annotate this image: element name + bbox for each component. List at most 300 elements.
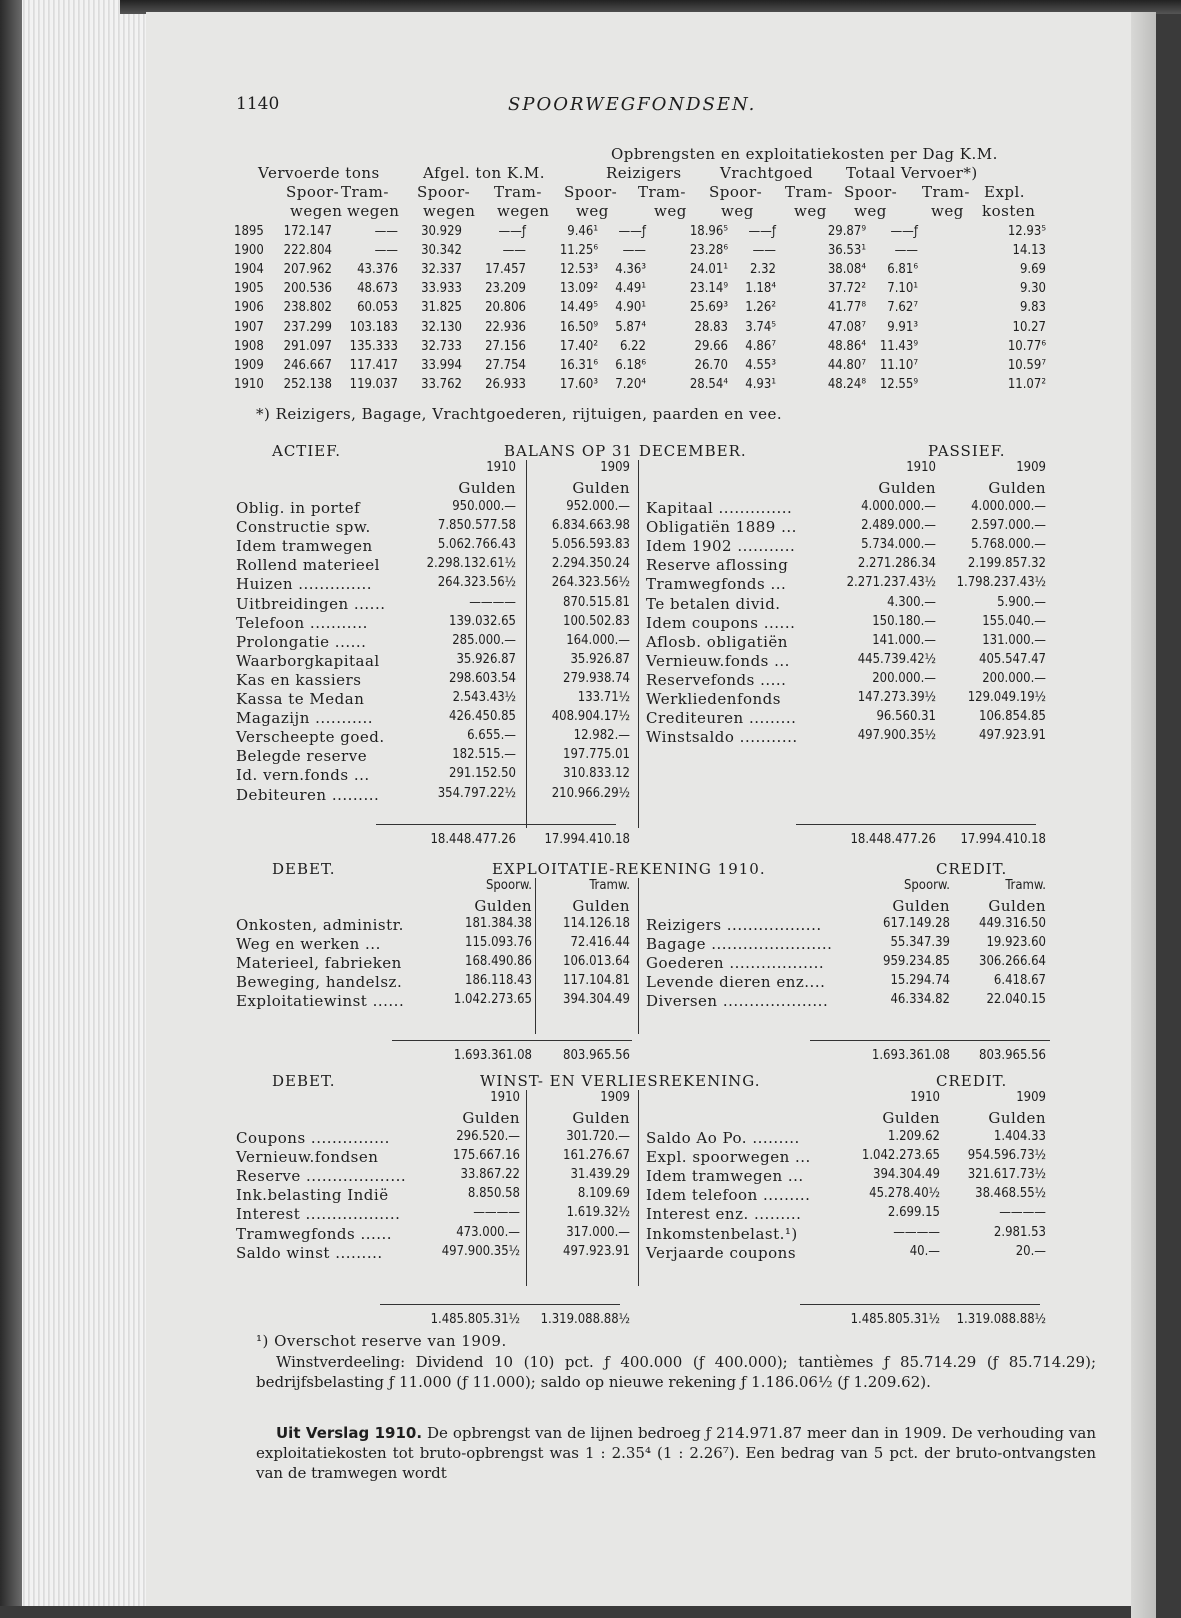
exploitatie-right-col-head: Spoorw. xyxy=(903,878,950,893)
stats-value-cell: 6.81⁶ xyxy=(887,262,918,278)
exploitatie-right-value: 15.294.74 xyxy=(890,973,950,989)
stats-row xyxy=(146,320,1156,339)
balans-left-value: 264.323.56½ xyxy=(437,575,516,591)
balans-right-value: 2.199.857.32 xyxy=(967,556,1046,572)
balans-left-value: 6.655.— xyxy=(467,728,516,744)
winst-right-value: 2.699.15 xyxy=(887,1205,940,1221)
stats-value-cell: —— xyxy=(374,243,398,259)
balans-left-value: 35.926.87 xyxy=(456,651,516,667)
stats-subhead-2-cell: kosten xyxy=(982,202,1036,220)
winst-left-head: DEBET. xyxy=(272,1072,336,1090)
stats-row xyxy=(146,339,1156,358)
balans-left-label: Huizen .............. xyxy=(236,575,373,594)
exploitatie-right-value: 22.040.15 xyxy=(986,992,1046,1008)
balans-left-label: Waarborgkapitaal xyxy=(236,651,380,670)
stats-value-cell: 32.337 xyxy=(421,262,462,278)
balans-left-value: 164.000.— xyxy=(566,632,630,648)
balans-right-value: 96.560.31 xyxy=(876,709,936,725)
balans-right-label: Crediteuren ......... xyxy=(646,709,797,728)
winst-right-total: 1.485.805.31½ xyxy=(850,1312,940,1327)
winstverdeeling-paragraph: Winstverdeeling: Dividend 10 (10) pct. ƒ 400.000 (ƒ 400.000); tantièmes ƒ 85.714.29 (ƒ 85.714.29); bedrijfsbelasting ƒ 11.000 (ƒ 11.000); saldo op nieuwe rekening ƒ 1.186.06½ (ƒ 1.209.62). xyxy=(256,1353,1096,1391)
stats-subhead-1-cell: Tram- xyxy=(785,183,833,201)
expl-left-head: DEBET. xyxy=(272,860,336,878)
stats-value-cell: 172.147 xyxy=(283,224,332,239)
winst-left-total: 1.485.805.31½ xyxy=(430,1312,520,1327)
stats-row xyxy=(146,262,1156,281)
balans-left-value: 100.502.83 xyxy=(563,613,630,629)
balans-right-head: PASSIEF. xyxy=(928,442,1006,460)
stats-value-cell: 37.72² xyxy=(827,281,866,297)
stats-value-cell: 48.24⁸ xyxy=(827,376,866,392)
stats-year-cell: 1907 xyxy=(234,319,264,335)
exploitatie-right-col-unit: Gulden xyxy=(892,897,950,915)
stats-value-cell: 4.49¹ xyxy=(615,281,646,297)
balans-right-value: 141.000.— xyxy=(872,632,936,648)
stats-subhead-2-cell: weg xyxy=(794,202,827,220)
balans-left-total: 18.448.477.26 xyxy=(430,832,516,847)
exploitatie-right-total-rule xyxy=(810,1040,1050,1041)
stats-value-cell: 4.86⁷ xyxy=(745,338,776,354)
winst-right-value: 1.209.62 xyxy=(887,1129,940,1144)
balans-left-label: Magazijn ........... xyxy=(236,709,374,728)
winst-left-label: Interest .................. xyxy=(236,1205,401,1224)
book-page-edges xyxy=(0,0,148,1606)
balans-right-label: Aflosb. obligatiën xyxy=(646,632,788,651)
exploitatie-right-label: Bagage ....................... xyxy=(646,935,833,954)
exploitatie-right-value: 617.149.28 xyxy=(883,916,950,931)
stats-value-cell: 103.183 xyxy=(349,319,398,335)
stats-subhead-1-cell: Tram- xyxy=(638,183,686,201)
stats-subhead-1-cell: Tram- xyxy=(494,183,542,201)
stats-value-cell: 2.32 xyxy=(749,262,776,278)
stats-head-reizigers: Reizigers xyxy=(606,164,682,182)
winst-left-value: 31.439.29 xyxy=(570,1167,630,1183)
stats-year-cell: 1910 xyxy=(234,376,264,392)
stats-row xyxy=(146,358,1156,377)
balans-right-col-unit: Gulden xyxy=(988,479,1046,497)
stats-subhead-1-cell: Spoor- xyxy=(844,183,898,201)
balans-right-value: 1.798.237.43½ xyxy=(956,575,1046,591)
winst-right-label: Verjaarde coupons xyxy=(646,1243,797,1262)
stats-value-cell: 23.209 xyxy=(485,281,526,297)
stats-value-cell: 117.417 xyxy=(349,357,398,373)
stats-value-cell: 12.55⁹ xyxy=(879,376,918,392)
balans-left-total: 17.994.410.18 xyxy=(544,832,630,847)
balans-left-value: 210.966.29½ xyxy=(551,785,630,801)
balans-left-value: 139.032.65 xyxy=(449,613,516,629)
stats-value-cell: 10.77⁶ xyxy=(1007,338,1046,354)
stats-value-cell: 4.90¹ xyxy=(615,300,646,316)
balans-left-col-unit: Gulden xyxy=(458,479,516,497)
exploitatie-right-total: 803.965.56 xyxy=(979,1048,1046,1063)
balans-right-label: Reservefonds ..... xyxy=(646,670,787,689)
stats-value-cell: 9.30 xyxy=(1019,281,1046,297)
stats-subhead-2-cell: weg xyxy=(654,202,687,220)
stats-value-cell: 119.037 xyxy=(349,376,398,392)
stats-head-afgel: Afgel. ton K.M. xyxy=(423,164,546,182)
stats-value-cell: 36.53¹ xyxy=(827,243,866,259)
balans-left-label: Prolongatie ...... xyxy=(236,632,367,651)
exploitatie-right-label: Diversen .................... xyxy=(646,992,829,1011)
winst-left-value: 175.667.16 xyxy=(453,1148,520,1164)
balans-right-value: 2.271.286.34 xyxy=(857,556,936,572)
winst-left-value: 301.720.— xyxy=(566,1129,630,1144)
balans-right-label: Idem 1902 ........... xyxy=(646,537,796,556)
exploitatie-left-total-rule xyxy=(392,1040,632,1041)
winst-right-value: 1.042.273.65 xyxy=(861,1148,940,1164)
winst-left-value: 161.276.67 xyxy=(563,1148,630,1164)
balans-right-value: 106.854.85 xyxy=(979,709,1046,725)
balans-left-value: 870.515.81 xyxy=(563,594,630,610)
stats-value-cell: 4.36³ xyxy=(615,262,646,278)
exploitatie-right-value: 19.923.60 xyxy=(986,935,1046,951)
balans-left-total-rule xyxy=(376,824,616,825)
stats-value-cell: 7.20⁴ xyxy=(615,376,646,392)
exploitatie-left-col-unit: Gulden xyxy=(572,897,630,915)
stats-footnote: *) Reizigers, Bagage, Vrachtgoederen, rijtuigen, paarden en vee. xyxy=(256,405,783,423)
stats-value-cell: 48.86⁴ xyxy=(827,338,866,354)
stats-value-cell: 10.59⁷ xyxy=(1007,357,1046,373)
balans-left-label: Rollend materieel xyxy=(236,556,380,575)
stats-value-cell: 27.754 xyxy=(485,357,526,373)
winst-left-value: 1.619.32½ xyxy=(566,1205,630,1221)
winst-left-col-head: 1909 xyxy=(600,1090,630,1105)
stats-value-cell: 32.130 xyxy=(421,319,462,335)
balans-right-col-head: 1910 xyxy=(906,460,936,475)
balans-left-value: 426.450.85 xyxy=(449,709,516,725)
winst-right-value: 2.981.53 xyxy=(993,1224,1046,1240)
stats-value-cell: —— xyxy=(622,243,646,259)
balans-left-label: Verscheepte goed. xyxy=(236,728,385,747)
verslag-label: Uit Verslag 1910. xyxy=(276,1424,423,1442)
stats-subhead-2-cell: weg xyxy=(721,202,754,220)
stats-value-cell: 20.806 xyxy=(485,300,526,316)
exploitatie-left-label: Beweging, handelsz. xyxy=(236,973,403,992)
stats-value-cell: 11.43⁹ xyxy=(879,338,918,354)
stats-subhead-1-cell: Tram- xyxy=(341,183,389,201)
balans-left-label: Debiteuren ......... xyxy=(236,785,380,804)
winst-right-total: 1.319.088.88½ xyxy=(956,1312,1046,1327)
stats-year-cell: 1905 xyxy=(234,281,264,297)
balans-left-col-head: 1909 xyxy=(600,460,630,475)
balans-right-value: 4.300.— xyxy=(887,594,936,610)
stats-value-cell: —— xyxy=(502,243,526,259)
balans-left-value: 12.982.— xyxy=(573,728,630,744)
exploitatie-left-value: 1.042.273.65 xyxy=(453,992,532,1008)
balans-right-col-head: 1909 xyxy=(1016,460,1046,475)
stats-subhead-2-cell: wegen xyxy=(290,202,343,220)
stats-value-cell: 291.097 xyxy=(283,338,332,354)
stats-subhead-1-cell: Expl. xyxy=(984,183,1026,201)
balans-left-label: Telefoon ........... xyxy=(236,613,368,632)
exploitatie-left-value: 181.384.38 xyxy=(465,916,532,931)
stats-value-cell: —— xyxy=(374,224,398,239)
balans-right-value: 497.900.35½ xyxy=(857,728,936,744)
exploitatie-left-label: Weg en werken ... xyxy=(236,935,381,954)
stats-value-cell: 14.13 xyxy=(1012,243,1046,259)
stats-value-cell: 5.87⁴ xyxy=(615,319,646,335)
stats-value-cell: 14.49⁵ xyxy=(559,300,598,316)
stats-head-vervoerde: Vervoerde tons xyxy=(258,164,380,182)
stats-subhead-2-cell: wegen xyxy=(497,202,550,220)
balans-right-value: 405.547.47 xyxy=(979,651,1046,667)
stats-value-cell: 207.962 xyxy=(283,262,332,278)
stats-value-cell: 41.77⁸ xyxy=(827,300,866,316)
stats-value-cell: 26.70 xyxy=(694,357,728,373)
exploitatie-right-value: 46.334.82 xyxy=(890,992,950,1008)
stats-year-cell: 1909 xyxy=(234,357,264,373)
winst-left-value: ———— xyxy=(473,1205,520,1221)
exploitatie-right-label: Reizigers .................. xyxy=(646,916,822,934)
stats-value-cell: 11.07² xyxy=(1007,376,1046,392)
stats-row xyxy=(146,224,1156,243)
stats-head-vrachtgoed: Vrachtgoed xyxy=(720,164,814,182)
stats-value-cell: 238.802 xyxy=(283,300,332,316)
exploitatie-left-value: 168.490.86 xyxy=(465,954,532,970)
balans-left-value: 2.543.43½ xyxy=(452,690,516,705)
expl-title: EXPLOITATIE-REKENING 1910. xyxy=(492,860,766,878)
exploitatie-left-label: Onkosten, administr. xyxy=(236,916,404,934)
balans-right-value: 129.049.19½ xyxy=(967,690,1046,705)
stats-value-cell: 252.138 xyxy=(283,376,332,392)
stats-value-cell: 12.93⁵ xyxy=(1007,224,1046,239)
balans-left-value: 2.298.132.61½ xyxy=(426,556,516,572)
winst-left-value: 8.850.58 xyxy=(467,1186,520,1202)
winst-right-col-head: 1910 xyxy=(910,1090,940,1105)
balans-right-value: 5.900.— xyxy=(997,594,1046,610)
stats-value-cell: 135.333 xyxy=(349,338,398,354)
balans-right-value: 200.000.— xyxy=(872,670,936,686)
exploitatie-left-value: 394.304.49 xyxy=(563,992,630,1008)
exploitatie-left-value: 117.104.81 xyxy=(563,973,630,989)
stats-value-cell: ——ƒ xyxy=(748,224,776,239)
exploitatie-right-col-head: Tramw. xyxy=(1005,878,1046,893)
stats-value-cell: 28.83 xyxy=(694,319,728,335)
winst-left-label: Coupons ............... xyxy=(236,1129,390,1147)
balans-left-value: 35.926.87 xyxy=(570,651,630,667)
balans-right-label: Idem coupons ...... xyxy=(646,613,796,632)
stats-subhead-2-cell: wegen xyxy=(423,202,476,220)
exploitatie-right-value: 306.266.64 xyxy=(979,954,1046,970)
stats-value-cell: 48.673 xyxy=(357,281,398,297)
balans-left-value: 7.850.577.58 xyxy=(437,518,516,534)
exploitatie-left-value: 106.013.64 xyxy=(563,954,630,970)
stats-value-cell: 29.66 xyxy=(694,338,728,354)
balans-right-label: Kapitaal .............. xyxy=(646,499,793,517)
winst-right-value: ———— xyxy=(999,1205,1046,1221)
winst-right-label: Expl. spoorwegen ... xyxy=(646,1148,811,1167)
balans-right-label: Obligatiën 1889 ... xyxy=(646,518,797,537)
stats-group-head-1: Opbrengsten en exploitatiekosten per Dag K.M. xyxy=(611,145,998,163)
balans-right-value: 200.000.— xyxy=(982,670,1046,686)
stats-value-cell: 31.825 xyxy=(421,300,462,316)
stats-value-cell: 26.933 xyxy=(485,376,526,392)
stats-value-cell: 47.08⁷ xyxy=(827,319,866,335)
stats-head-totaal: Totaal Vervoer*) xyxy=(846,164,978,182)
stats-row xyxy=(146,377,1156,396)
book-spine-shadow xyxy=(0,0,22,1606)
stats-subhead-1-cell: Spoor- xyxy=(286,183,340,201)
winst-footnote: ¹) Overschot reserve van 1909. xyxy=(256,1332,507,1350)
exploitatie-left-value: 115.093.76 xyxy=(465,935,532,951)
stats-value-cell: 1.26² xyxy=(745,300,776,316)
stats-subhead-1-cell: Spoor- xyxy=(417,183,471,201)
page-title: SPOORWEGFONDSEN. xyxy=(508,94,757,115)
stats-value-cell: ——ƒ xyxy=(890,224,918,239)
stats-subhead-2-cell: weg xyxy=(931,202,964,220)
balans-left-col-head: 1910 xyxy=(486,460,516,475)
winst-left-col-head: 1910 xyxy=(490,1090,520,1105)
balans-left-value: 5.056.593.83 xyxy=(551,537,630,553)
balans-left-separator xyxy=(526,460,527,828)
stats-value-cell: 16.31⁶ xyxy=(559,357,598,373)
balans-right-col-unit: Gulden xyxy=(878,479,936,497)
balans-left-label: Belegde reserve xyxy=(236,747,368,766)
winst-left-value: 33.867.22 xyxy=(460,1167,520,1183)
stats-value-cell: 23.28⁶ xyxy=(689,243,728,259)
stats-year-cell: 1895 xyxy=(234,224,264,239)
balans-right-value: 2.597.000.— xyxy=(971,518,1046,534)
stats-value-cell: 10.27 xyxy=(1012,319,1046,335)
balans-right-label: Winstsaldo ........... xyxy=(646,728,798,747)
stats-value-cell: 9.46¹ xyxy=(567,224,598,239)
balans-left-value: 197.775.01 xyxy=(563,747,630,763)
stats-value-cell: 4.93¹ xyxy=(745,376,776,392)
winst-left-label: Ink.belasting Indië xyxy=(236,1186,389,1205)
stats-value-cell: 246.667 xyxy=(283,357,332,373)
stats-value-cell: 13.09² xyxy=(559,281,598,297)
balans-left-value: 279.938.74 xyxy=(563,670,630,686)
balans-right-value: 150.180.— xyxy=(872,613,936,629)
winst-left-value: 473.000.— xyxy=(456,1224,520,1240)
balans-right-value: 4.000.000.— xyxy=(971,499,1046,514)
balans-right-total-rule xyxy=(796,824,1036,825)
exploitatie-left-separator xyxy=(535,878,536,1034)
stats-value-cell: 222.804 xyxy=(283,243,332,259)
exploitatie-right-value: 55.347.39 xyxy=(890,935,950,951)
winst-right-col-head: 1909 xyxy=(1016,1090,1046,1105)
exploitatie-right-label: Goederen .................. xyxy=(646,954,825,973)
stats-value-cell: 60.053 xyxy=(357,300,398,316)
winst-left-value: 317.000.— xyxy=(566,1224,630,1240)
stats-value-cell: 29.87⁹ xyxy=(827,224,866,239)
balans-right-value: 2.271.237.43½ xyxy=(846,575,936,591)
stats-year-cell: 1908 xyxy=(234,338,264,354)
winst-title: WINST- EN VERLIESREKENING. xyxy=(480,1072,761,1090)
exploitatie-left-total: 1.693.361.08 xyxy=(453,1048,532,1063)
balans-right-total: 18.448.477.26 xyxy=(850,832,936,847)
balans-left-label: Kas en kassiers xyxy=(236,670,362,689)
winst-left-value: 296.520.— xyxy=(456,1129,520,1144)
exploitatie-left-value: 72.416.44 xyxy=(570,935,630,951)
balans-left-label: Oblig. in portef xyxy=(236,499,361,517)
stats-value-cell: 30.929 xyxy=(421,224,462,239)
balans-right-total: 17.994.410.18 xyxy=(960,832,1046,847)
exploitatie-right-value: 6.418.67 xyxy=(993,973,1046,989)
winst-left-label: Vernieuw.fondsen xyxy=(236,1148,379,1167)
winst-right-value: 321.617.73½ xyxy=(967,1167,1046,1183)
stats-row xyxy=(146,281,1156,300)
balans-right-label: Werkliedenfonds xyxy=(646,690,781,708)
stats-row xyxy=(146,300,1156,319)
balans-right-value: 2.489.000.— xyxy=(861,518,936,534)
stats-value-cell: 38.08⁴ xyxy=(827,262,866,278)
winst-right-total-rule xyxy=(800,1304,1040,1305)
stats-value-cell: 33.994 xyxy=(421,357,462,373)
winst-left-label: Tramwegfonds ...... xyxy=(236,1224,393,1243)
stats-year-cell: 1904 xyxy=(234,262,264,278)
balans-title: BALANS OP 31 DECEMBER. xyxy=(504,442,747,460)
winst-right-label: Saldo Ao Po. ......... xyxy=(646,1129,800,1147)
balans-right-value: 155.040.— xyxy=(982,613,1046,629)
exploitatie-left-value: 186.118.43 xyxy=(465,973,532,989)
stats-value-cell: 43.376 xyxy=(357,262,398,278)
exploitatie-left-label: Exploitatiewinst ...... xyxy=(236,992,405,1011)
balans-right-value: 147.273.39½ xyxy=(857,690,936,705)
stats-value-cell: 44.80⁷ xyxy=(827,357,866,373)
winst-left-value: 8.109.69 xyxy=(577,1186,630,1202)
winst-left-col-unit: Gulden xyxy=(572,1109,630,1127)
stats-subhead-1-cell: Spoor- xyxy=(709,183,763,201)
exploitatie-left-col-head: Spoorw. xyxy=(485,878,532,893)
exploitatie-left-value: 114.126.18 xyxy=(563,916,630,931)
stats-subhead-1-cell: Tram- xyxy=(922,183,970,201)
stats-value-cell: 11.25⁶ xyxy=(559,243,598,259)
winst-left-value: 497.923.91 xyxy=(563,1243,630,1259)
stats-value-cell: 17.40² xyxy=(559,338,598,354)
stats-value-cell: 9.91³ xyxy=(887,319,918,335)
balans-right-value: 5.734.000.— xyxy=(861,537,936,553)
exploitatie-right-total: 1.693.361.08 xyxy=(871,1048,950,1063)
stats-value-cell: 9.69 xyxy=(1019,262,1046,278)
stats-value-cell: ——ƒ xyxy=(498,224,526,239)
balans-left-value: 310.833.12 xyxy=(563,766,630,782)
stats-value-cell: 7.62⁷ xyxy=(887,300,918,316)
stats-value-cell: 200.536 xyxy=(283,281,332,297)
winst-left-col-unit: Gulden xyxy=(462,1109,520,1127)
balans-left-value: 285.000.— xyxy=(452,632,516,648)
stats-value-cell: 18.96⁵ xyxy=(689,224,728,239)
exploitatie-left-col-unit: Gulden xyxy=(474,897,532,915)
winst-left-value: 497.900.35½ xyxy=(441,1243,520,1259)
balans-right-label: Vernieuw.fonds ... xyxy=(646,651,790,670)
stats-subhead-2-cell: wegen xyxy=(347,202,400,220)
book-page xyxy=(146,12,1156,1606)
verslag-paragraph xyxy=(256,1423,1096,1483)
winst-left-separator xyxy=(526,1090,527,1286)
exploitatie-right-label: Levende dieren enz.... xyxy=(646,973,826,992)
balans-right-value: 497.923.91 xyxy=(979,728,1046,744)
balans-right-value: 445.739.42½ xyxy=(857,651,936,667)
stats-value-cell: 4.55³ xyxy=(745,357,776,373)
balans-left-value: 6.834.663.98 xyxy=(551,518,630,534)
winst-right-value: 38.468.55½ xyxy=(975,1186,1046,1202)
stats-value-cell: 24.01¹ xyxy=(689,262,728,278)
stats-value-cell: 23.14⁹ xyxy=(689,281,728,297)
stats-year-cell: 1900 xyxy=(234,243,264,259)
verslag-text: De opbrengst van de lijnen bedroeg ƒ 214.971.87 meer dan in 1909. De verhouding van exploitatiekosten tot bruto-opbrengst was 1 : 2.35⁴ (1 : 2.26⁷). Een bedrag van 5 pct. der bruto-ontvangsten van de tramwegen wordt xyxy=(256,1424,1096,1482)
stats-value-cell: 12.53³ xyxy=(559,262,598,278)
balans-left-col-unit: Gulden xyxy=(572,479,630,497)
stats-value-cell: 237.299 xyxy=(283,319,332,335)
exploitatie-center-separator xyxy=(638,878,639,1034)
balans-left-value: 264.323.56½ xyxy=(551,575,630,591)
stats-value-cell: 17.60³ xyxy=(559,376,598,392)
balans-left-value: 408.904.17½ xyxy=(551,709,630,725)
winst-left-total-rule xyxy=(380,1304,620,1305)
stats-row xyxy=(146,243,1156,262)
stats-value-cell: 33.933 xyxy=(421,281,462,297)
